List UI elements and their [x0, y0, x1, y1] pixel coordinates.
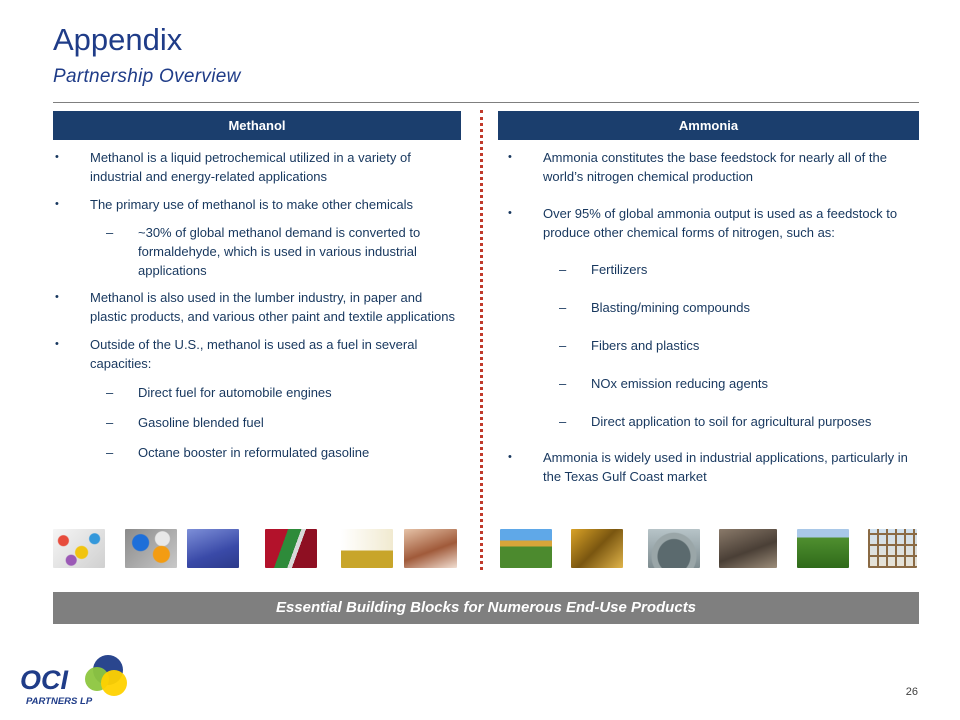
methanol-header: Methanol [53, 111, 461, 140]
wheat-field-photo [500, 529, 552, 568]
ammonia-photo-strip [500, 529, 920, 568]
methanol-list [53, 148, 458, 462]
column-divider [480, 110, 483, 570]
circuit-board-photo [571, 529, 623, 568]
list-item: – Gasoline blended fuel [53, 413, 458, 432]
page-subtitle: Partnership Overview [53, 66, 241, 87]
list-item: – Direct application to soil for agricultural purposes [506, 412, 916, 431]
paint-cans-photo [125, 529, 177, 568]
pen-photo [404, 529, 457, 568]
logo-wordmark: OCI [20, 665, 69, 695]
page-title: Appendix [53, 22, 183, 57]
list-item: • Methanol is also used in the lumber industry, in paper and plastic products, and various other paint and textile applications [53, 288, 458, 326]
list-item: • Methanol is a liquid petrochemical utilized in a variety of industrial and energy-related applications [53, 148, 458, 186]
list-item: – Fibers and plastics [506, 336, 916, 355]
page-number: 26 [905, 686, 918, 698]
crop-field-photo [797, 529, 849, 568]
ammonia-header: Ammonia [498, 111, 919, 140]
logo-subtext: PARTNERS LP [26, 696, 93, 707]
plastic-bottles-photo [187, 529, 239, 568]
list-item: – Blasting/mining compounds [506, 298, 916, 317]
mine-photo [719, 529, 777, 568]
list-item: • Ammonia is widely used in industrial applications, particularly in the Texas Gulf Coast market [506, 448, 916, 486]
oci-partners-logo [18, 652, 128, 710]
summary-banner: Essential Building Blocks for Numerous End-Use Products [53, 592, 919, 624]
list-item: – NOx emission reducing agents [506, 374, 916, 393]
list-item: – Octane booster in reformulated gasoline [53, 443, 458, 462]
list-item: – Fertilizers [506, 260, 916, 279]
capsules-photo [53, 529, 105, 568]
construction-frame-photo [868, 529, 917, 568]
logo-graphic [18, 652, 128, 710]
water-treatment-photo [648, 529, 700, 568]
list-item: • Over 95% of global ammonia output is used as a feedstock to produce other chemical forms of nitrogen, such as: [506, 204, 916, 242]
list-item: – ~30% of global methanol demand is converted to formaldehyde, which is used in various industrial applications [53, 223, 458, 280]
list-item: • Ammonia constitutes the base feedstock for nearly all of the world’s nitrogen chemical production [506, 148, 916, 186]
list-item: • The primary use of methanol is to make other chemicals [53, 195, 458, 214]
ammonia-list [506, 148, 916, 486]
list-item: – Direct fuel for automobile engines [53, 383, 458, 402]
beakers-photo [341, 529, 393, 568]
list-item: • Outside of the U.S., methanol is used as a fuel in several capacities: [53, 335, 458, 373]
methanol-photo-strip [53, 529, 461, 568]
title-rule [53, 102, 919, 103]
fuel-nozzles-photo [265, 529, 317, 568]
